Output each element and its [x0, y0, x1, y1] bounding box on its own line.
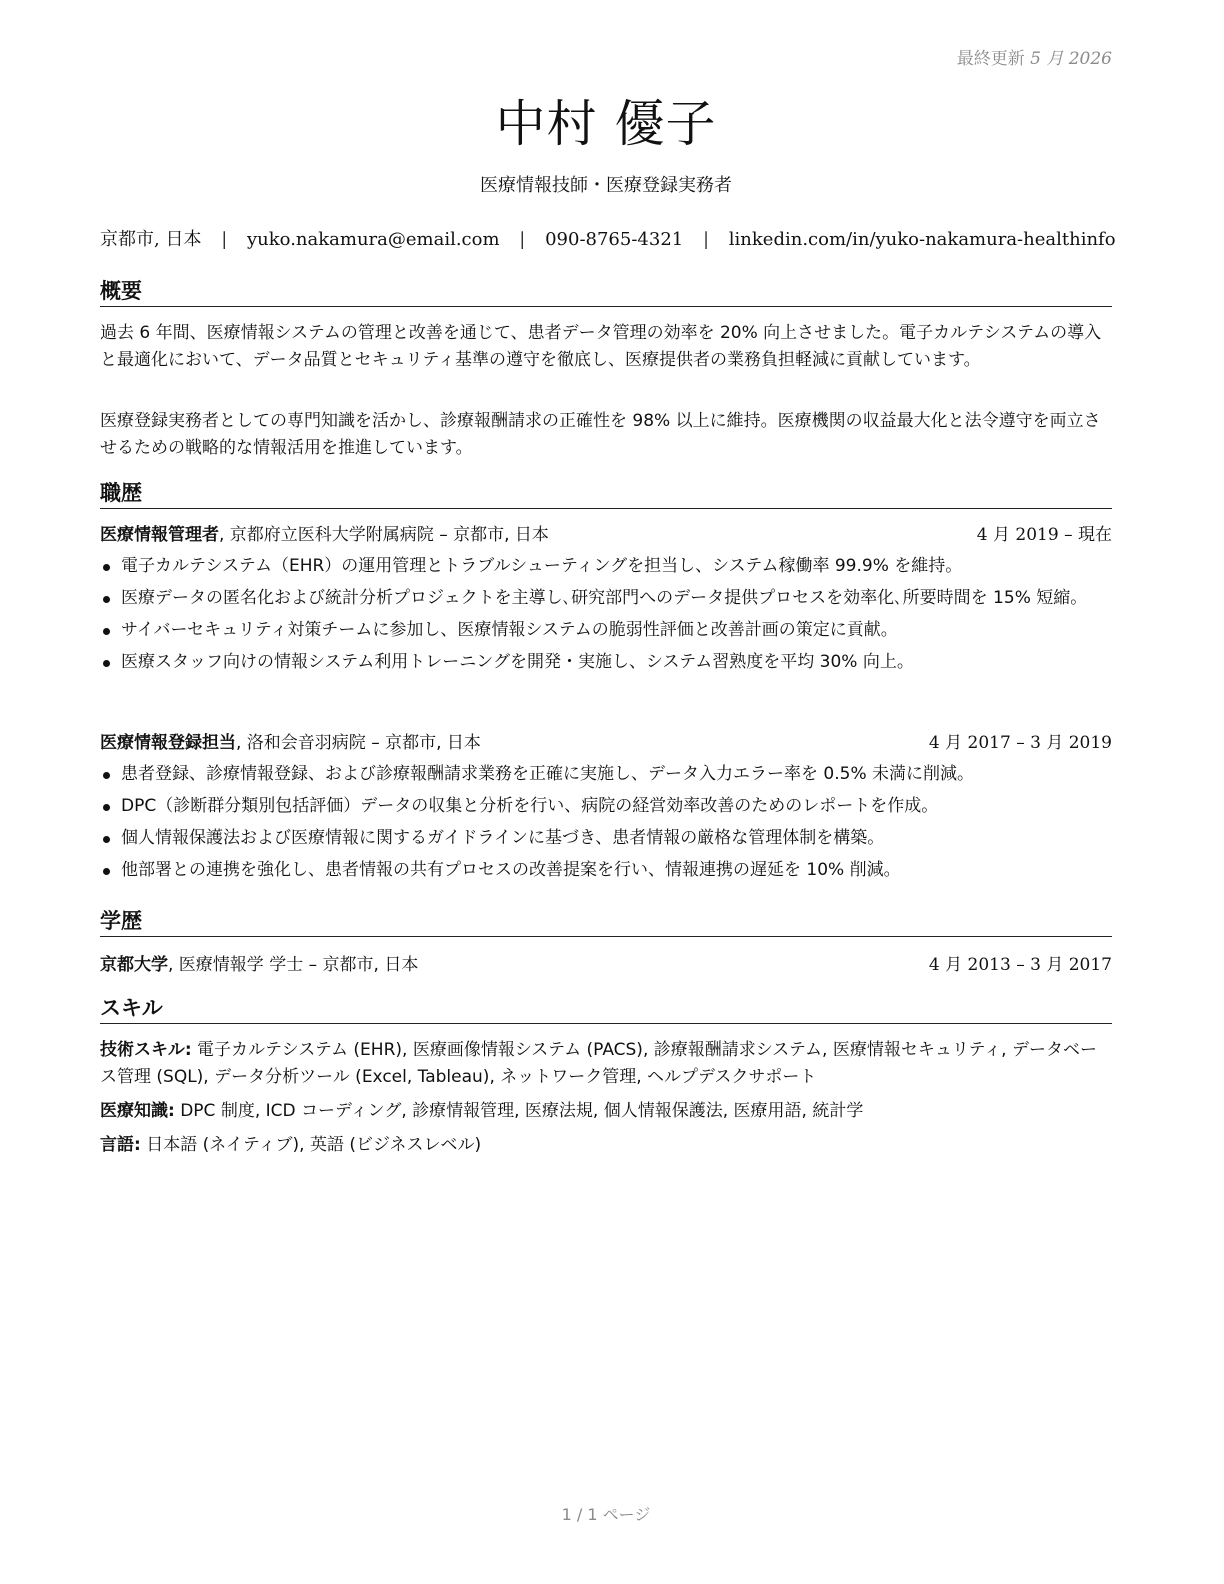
- job-bullet: 医療スタッフ向けの情報システム利用トレーニングを開発・実施し、システム習熟度を平均 30% 向上。: [100, 649, 1112, 676]
- job-bullet: 他部署との連携を強化し、患者情報の共有プロセスの改善提案を行い、情報連携の遅延を 10% 削減。: [100, 857, 1112, 884]
- candidate-headline: 医療情報技師・医療登録実務者: [480, 175, 732, 196]
- last-updated-label: 最終更新: [956, 49, 1025, 69]
- section-title-skills: スキル: [100, 995, 1112, 1024]
- section-title-experience: 職歴: [100, 480, 1112, 509]
- skill-line-technical: [100, 1037, 1112, 1091]
- job-bullets: [100, 761, 1112, 889]
- contact-separator: |: [519, 229, 526, 250]
- last-updated-date: 5 月 2026: [1030, 49, 1112, 69]
- job-dates: 4 月 2017 – 3 月 2019: [928, 733, 1112, 753]
- skill-label: 言語:: [100, 1135, 141, 1155]
- job-header: [100, 732, 1112, 754]
- job-employer: , 洛和会音羽病院 – 京都市, 日本: [236, 733, 481, 753]
- job-bullets: [100, 553, 1112, 681]
- summary-paragraph: 過去 6 年間、医療情報システムの管理と改善を通じて、患者データ管理の効率を 20% 向上させました。電子カルテシステムの導入と最適化において、データ品質とセキュリティ基準の遵守を徹底し、医療提供者の業務負担軽減に貢献しています。: [100, 323, 1102, 370]
- resume-page: [100, 0, 1116, 1584]
- job-title: 医療情報管理者: [100, 525, 219, 545]
- skill-label: 医療知識:: [100, 1101, 175, 1121]
- skill-line-language: [100, 1132, 1112, 1159]
- education-dates: 4 月 2013 – 3 月 2017: [928, 955, 1112, 975]
- job-header: [100, 524, 1112, 546]
- skill-text: 日本語 (ネイティブ), 英語 (ビジネスレベル): [140, 1135, 482, 1155]
- page-number: 1 / 1 ページ: [561, 1505, 651, 1524]
- job-bullet: 電子カルテシステム（EHR）の運用管理とトラブルシューティングを担当し、システム稼働率 99.9% を維持。: [100, 553, 1112, 580]
- job-bullet: 医療データの匿名化および統計分析プロジェクトを主導し､研究部門へのデータ提供プロセスを効率化､所要時間を 15% 短縮。: [100, 585, 1112, 612]
- job-bullet: 個人情報保護法および医療情報に関するガイドラインに基づき、患者情報の厳格な管理体制を構築。: [100, 825, 1112, 852]
- last-updated: [957, 44, 1112, 69]
- section-title-summary: 概要: [100, 278, 1112, 307]
- education-degree: , 医療情報学 学士 – 京都市, 日本: [168, 955, 419, 975]
- education-school: 京都大学: [100, 955, 168, 975]
- contact-email[interactable]: yuko.nakamura@email.com: [247, 229, 500, 250]
- contact-separator: |: [702, 229, 710, 250]
- skill-text: DPC 制度, ICD コーディング, 診療情報管理, 医療法規, 個人情報保護法, 医療用語, 統計学: [174, 1101, 864, 1121]
- candidate-name: 中村 優子: [495, 95, 717, 153]
- education-entry: [100, 954, 1112, 976]
- job-bullet: DPC（診断群分類別包括評価）データの収集と分析を行い、病院の経営効率改善のためのレポートを作成。: [100, 793, 1112, 820]
- job-title: 医療情報登録担当: [100, 733, 236, 753]
- contact-phone: 090-8765-4321: [545, 229, 684, 250]
- job-bullet: 患者登録、診療情報登録、および診療報酬請求業務を正確に実施し、データ入力エラー率を 0.5% 未満に削減。: [100, 761, 1112, 788]
- skill-label: 技術スキル:: [100, 1040, 192, 1060]
- contact-linkedin[interactable]: linkedin.com/in/yuko-nakamura-healthinfo: [728, 229, 1116, 250]
- contact-location: 京都市, 日本: [100, 229, 202, 250]
- skill-line-medical: [100, 1098, 1112, 1125]
- summary-paragraph: 医療登録実務者としての専門知識を活かし、診療報酬請求の正確性を 98% 以上に維持。医療機関の収益最大化と法令遵守を両立させるための戦略的な情報活用を推進しています。: [100, 411, 1101, 458]
- job-bullet: サイバーセキュリティ対策チームに参加し、医療情報システムの脆弱性評価と改善計画の策定に貢献。: [100, 617, 1112, 644]
- skill-text: 電子カルテシステム (EHR), 医療画像情報システム (PACS), 診療報酬請求システム, 医療情報セキュリティ, データベース管理 (SQL), データ分析ツール (Excel, Tableau), ネットワーク管理, ヘルプデスクサポート: [100, 1040, 1097, 1087]
- contact-separator: |: [221, 229, 228, 250]
- section-title-education: 学歴: [100, 908, 1112, 937]
- job-employer: , 京都府立医科大学附属病院 – 京都市, 日本: [219, 525, 549, 545]
- contact-line: [100, 225, 1116, 251]
- job-dates: 4 月 2019 – 現在: [976, 525, 1112, 545]
